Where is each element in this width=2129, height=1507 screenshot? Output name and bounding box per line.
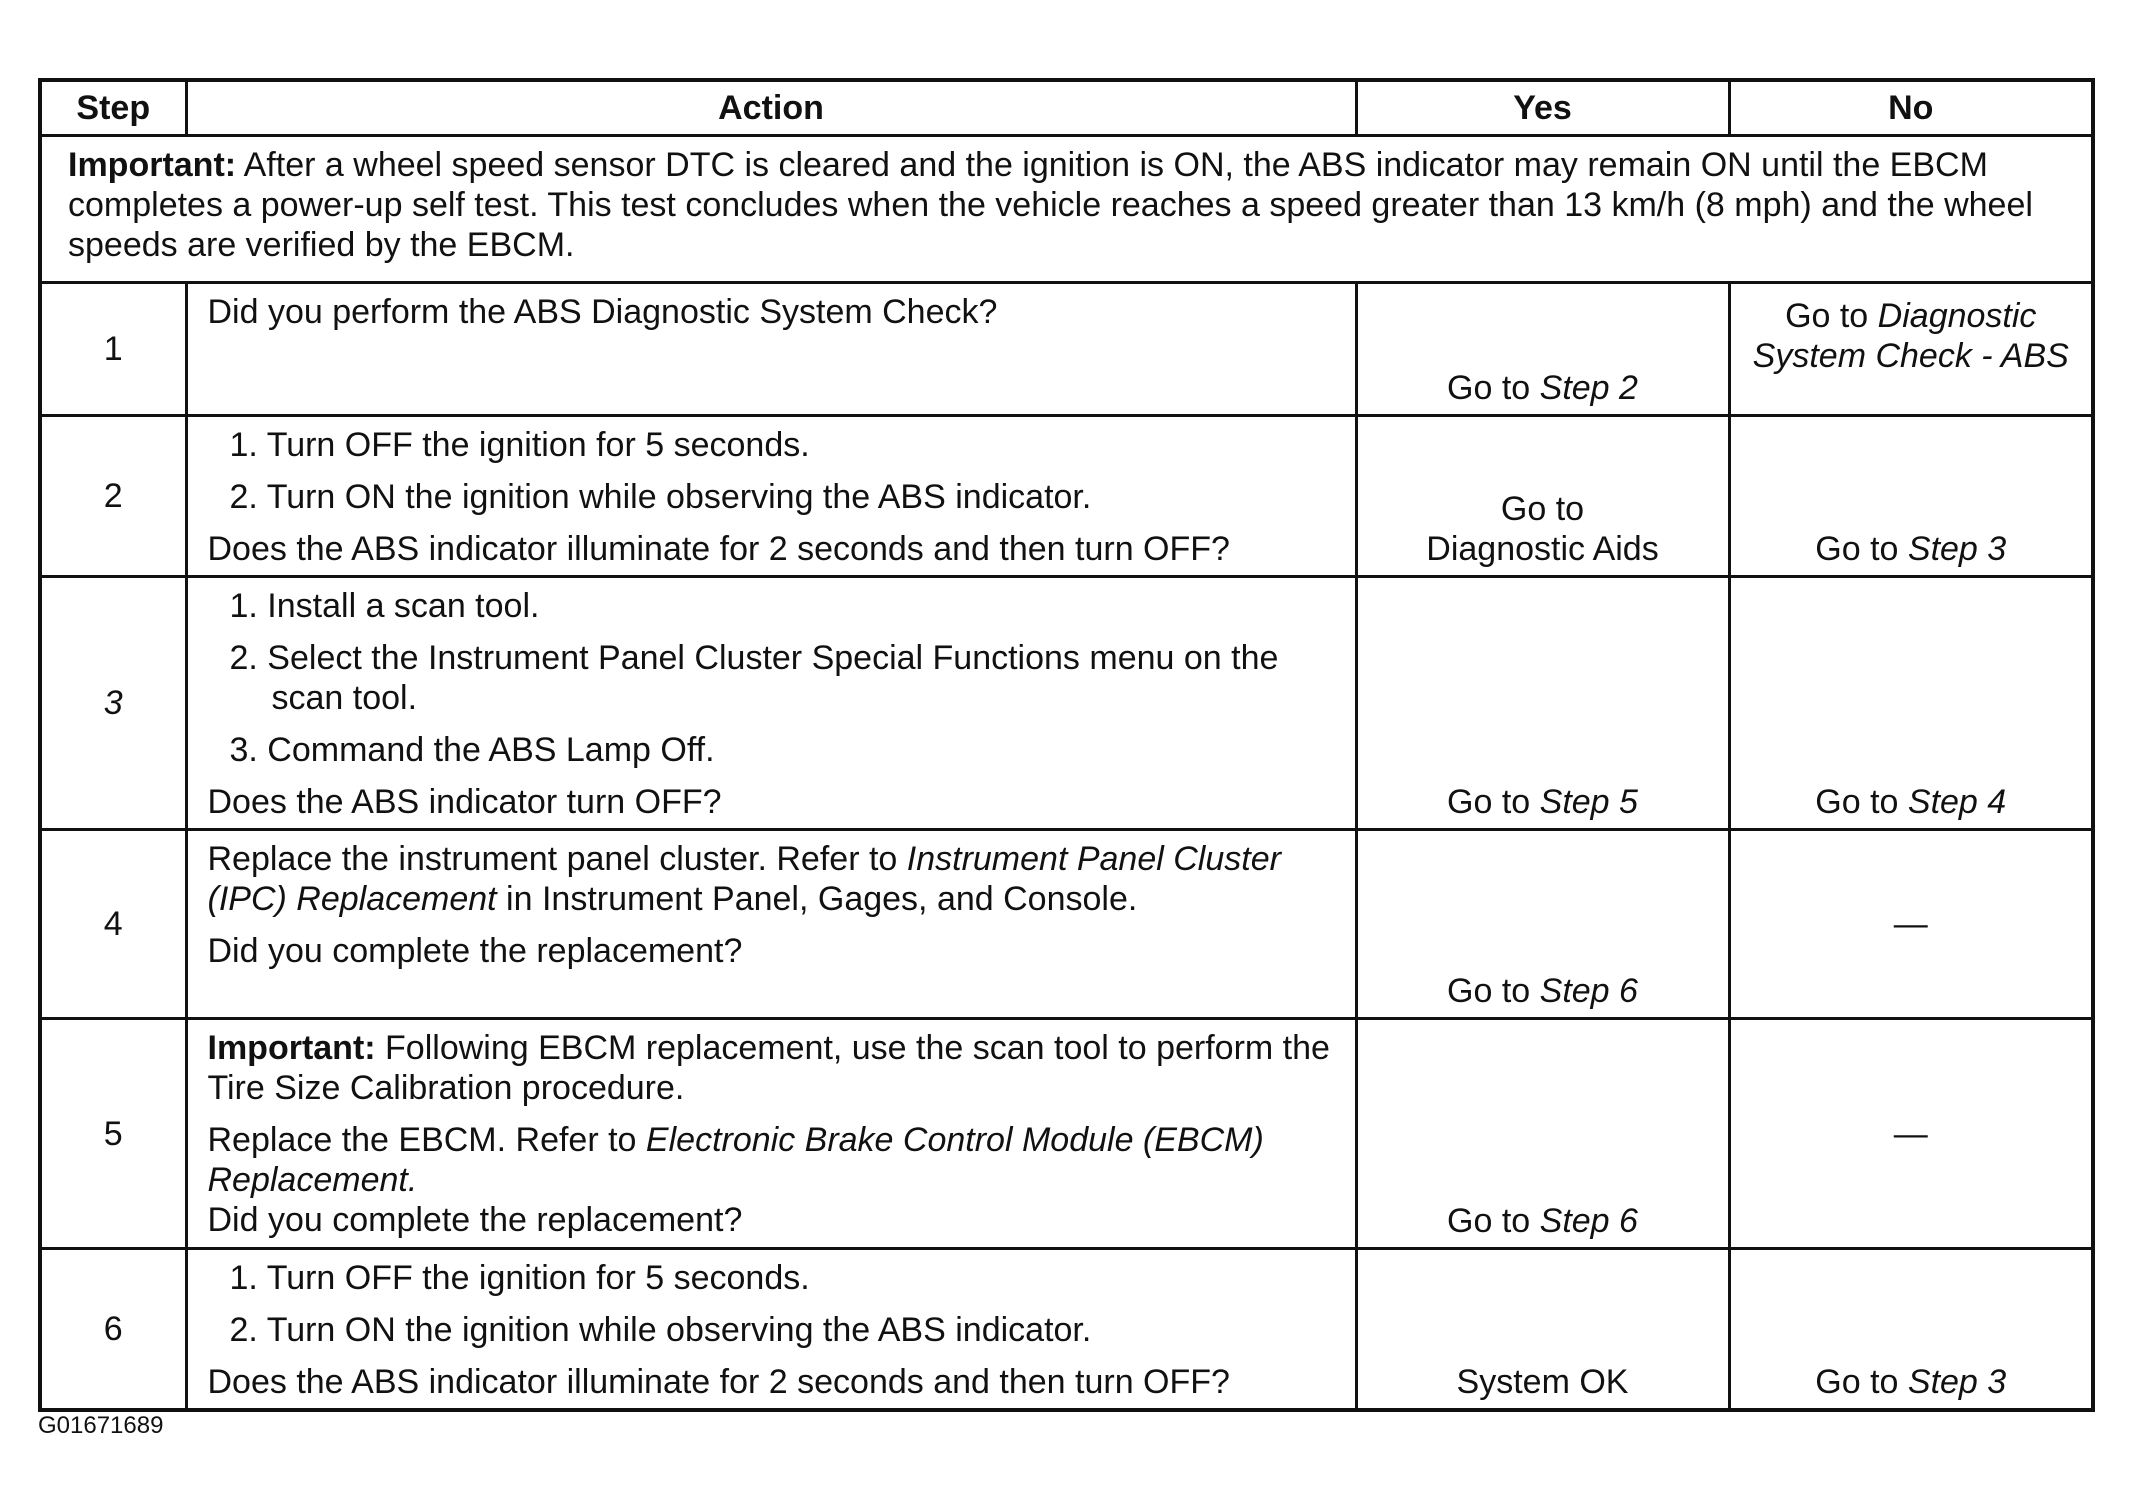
step-action (186, 1019, 1356, 1249)
table-row (40, 1019, 2093, 1249)
important-note (40, 136, 2093, 283)
step-action (186, 416, 1356, 577)
header-yes: Yes (1356, 80, 1729, 136)
step-link[interactable]: Step 6 (1539, 1202, 1638, 1240)
header-row (40, 80, 2093, 136)
no-cell: Go to Step 3 (1729, 416, 2093, 577)
instruction-item: 2. Turn ON the ignition while observing the ABS indicator. (229, 1311, 1092, 1349)
instruction-item: 1. Turn OFF the ignition for 5 seconds. (229, 1259, 810, 1297)
step-number: 2 (40, 416, 186, 577)
no-cell: Go to Diagnostic System Check - ABS (1729, 283, 2093, 416)
yes-cell (1356, 1249, 1729, 1411)
instruction-item: 2. Turn ON the ignition while observing the ABS indicator. (229, 478, 1092, 516)
no-cell (1729, 830, 2093, 1019)
step-question: Does the ABS indicator illuminate for 2 seconds and then turn OFF? (207, 1363, 1230, 1401)
step-instruction: Replace the instrument panel cluster. Refer to Instrument Panel Cluster (IPC) Replacement in Instrument Panel, Gages, and Console. (207, 840, 1281, 918)
yes-cell: Go to Step 2 (1356, 283, 1729, 416)
ebcm-replacement-link[interactable]: Electronic Brake Control Module (EBCM) Replacement. (207, 1121, 1264, 1199)
step-instructions (208, 586, 1343, 770)
step-number: 4 (40, 830, 186, 1019)
table-row (40, 416, 2093, 577)
header-step: Step (40, 80, 186, 136)
step-number: 6 (40, 1249, 186, 1411)
step-instructions (208, 1258, 1343, 1350)
step-link[interactable]: Step 6 (1539, 972, 1638, 1010)
important-note-row (40, 136, 2093, 283)
table-row (40, 830, 2093, 1019)
step-instructions (208, 425, 1343, 517)
no-value: — (1893, 905, 1928, 943)
diagnostic-system-check-link[interactable]: Diagnostic System Check - ABS (1752, 297, 2069, 375)
diagnostic-table (38, 78, 2095, 1412)
step-question: Does the ABS indicator turn OFF? (207, 783, 722, 821)
step-link[interactable]: Step 3 (1907, 1363, 2007, 1401)
figure-id: G01671689 (38, 1412, 164, 1439)
instruction-item: 1. Turn OFF the ignition for 5 seconds. (229, 426, 810, 464)
ipc-replacement-link[interactable]: Instrument Panel Cluster (IPC) Replacement (207, 840, 1281, 918)
no-cell: Go to Step 4 (1729, 577, 2093, 830)
step-number: 5 (40, 1019, 186, 1249)
important-label: Important: (68, 146, 237, 184)
table-row (40, 283, 2093, 416)
step-link[interactable]: Step 3 (1907, 530, 2007, 568)
yes-cell: Go to Step 6 (1356, 1019, 1729, 1249)
no-cell (1729, 1019, 2093, 1249)
yes-cell: Go to Step 6 (1356, 830, 1729, 1019)
step-number: 3 (40, 577, 186, 830)
step-link[interactable]: Step 5 (1539, 783, 1638, 821)
header-action: Action (186, 80, 1356, 136)
step-question: Did you complete the replacement? (207, 1201, 743, 1239)
yes-cell: Go to Diagnostic Aids (1356, 416, 1729, 577)
step-link[interactable]: Step 4 (1907, 783, 2007, 821)
step-link[interactable]: Step 2 (1539, 369, 1638, 407)
instruction-item: 2. Select the Instrument Panel Cluster Special Functions menu on the scan tool. (229, 639, 1279, 717)
step-question: Did you perform the ABS Diagnostic System Check? (207, 293, 998, 331)
table-row (40, 577, 2093, 830)
step-number: 1 (40, 283, 186, 416)
step-action (186, 1249, 1356, 1411)
yes-value: System OK (1456, 1363, 1629, 1401)
header-no: No (1729, 80, 2093, 136)
step-question: Does the ABS indicator illuminate for 2 seconds and then turn OFF? (207, 530, 1230, 568)
step-important: Important: Following EBCM replacement, use the scan tool to perform the Tire Size Calibration procedure. (207, 1029, 1330, 1107)
instruction-item: 3. Command the ABS Lamp Off. (229, 731, 715, 769)
no-cell: Go to Step 3 (1729, 1249, 2093, 1411)
instruction-item: 1. Install a scan tool. (229, 587, 540, 625)
diagnostic-aids-link[interactable]: Diagnostic Aids (1426, 530, 1659, 568)
step-action (186, 830, 1356, 1019)
important-text: After a wheel speed sensor DTC is cleared and the ignition is ON, the ABS indicator may remain ON until the EBCM completes a power-up self test. This test concludes when the vehicle reaches a speed greater than 13 km/h (8 mph) and the wheel speeds are verified by the EBCM. (68, 146, 2033, 264)
yes-cell: Go to Step 5 (1356, 577, 1729, 830)
no-value: — (1893, 1114, 1928, 1153)
step-action (186, 283, 1356, 416)
step-action (186, 577, 1356, 830)
table-row (40, 1249, 2093, 1411)
step-question: Did you complete the replacement? (207, 932, 743, 970)
step-instruction: Replace the EBCM. Refer to Electronic Brake Control Module (EBCM) Replacement. (207, 1121, 1264, 1199)
